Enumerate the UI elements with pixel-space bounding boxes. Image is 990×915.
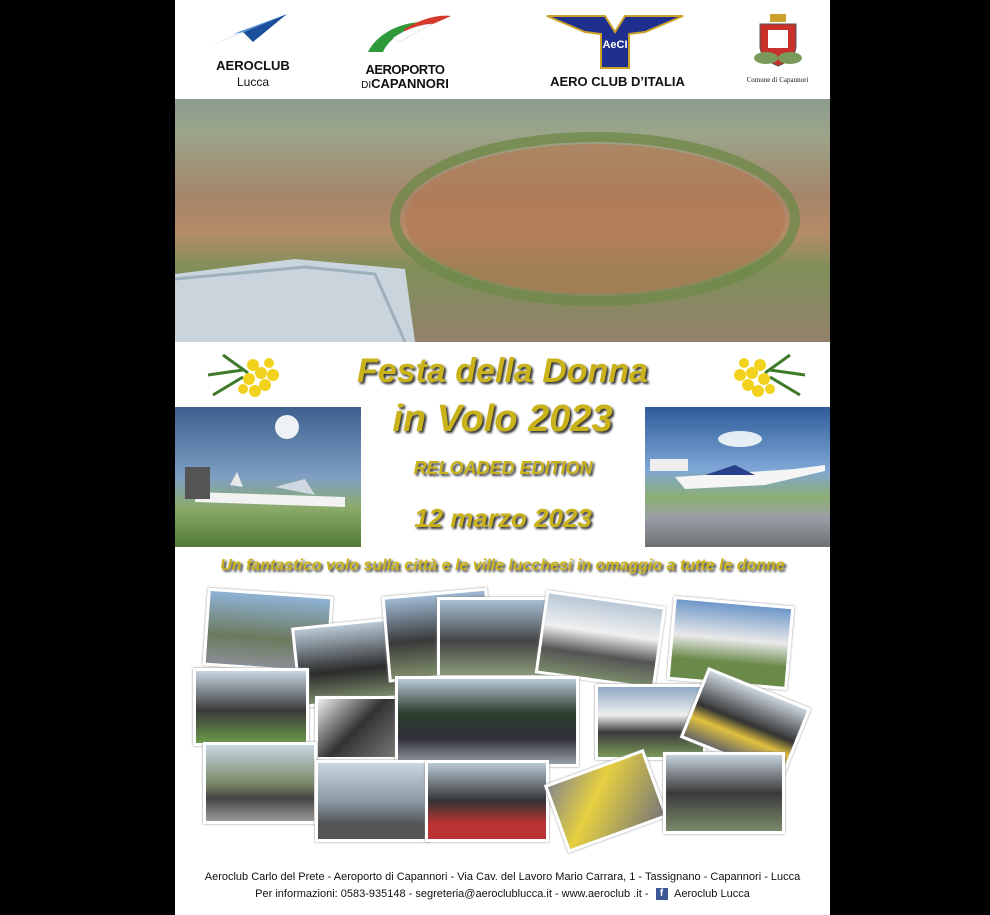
facebook-link[interactable]: Aeroclub Lucca <box>674 888 750 900</box>
collage-photo <box>315 760 431 842</box>
aeroclub-lucca-line1: AEROCLUB <box>216 58 290 73</box>
facebook-icon[interactable]: f <box>656 888 668 900</box>
collage-photo <box>425 760 549 842</box>
aeci-logo <box>530 10 705 90</box>
collage-photo <box>315 696 399 760</box>
aeroporto-capannori-logo <box>345 10 465 90</box>
comune-caption: Comune di Capannori <box>746 76 809 84</box>
aeroclub-arrow-icon <box>203 12 293 52</box>
event-tagline: Un fantastico volo sulla città e le ville lucchesi in omaggio a tutte le donne <box>220 557 785 574</box>
event-title-line1: Festa della Donna <box>357 352 648 390</box>
aeroporto-line2-main: CAPANNORI <box>371 76 449 91</box>
footer-contacts <box>175 888 830 900</box>
footer-address: Aeroclub Carlo del Prete - Aeroporto di Capannori - Via Cav. del Lavoro Mario Carrara, 1 - Tassignano - Capannori - Lucca <box>204 871 801 883</box>
aeci-emblem-text: AeCI <box>602 39 628 51</box>
edition-label: RELOADED EDITION <box>413 458 593 478</box>
coat-of-arms-icon <box>748 12 808 72</box>
aeci-caption: AERO CLUB D’ITALIA <box>550 74 685 89</box>
aeroporto-line2-prefix: DI <box>361 80 372 91</box>
comune-capannori-logo <box>740 12 815 92</box>
collage-photo <box>203 742 317 824</box>
aeroporto-line2 <box>345 76 465 91</box>
aerial-city-photo <box>175 99 830 342</box>
aeroclub-lucca-line2: Lucca <box>236 75 270 89</box>
poster <box>175 0 830 915</box>
aeroporto-line1: AEROPORTO <box>365 62 445 77</box>
aeroporto-swoosh-icon <box>363 12 453 57</box>
event-title-line2: in Volo 2023 <box>392 398 613 440</box>
right-plane-photo <box>645 407 830 547</box>
aeci-eagle-icon <box>545 12 685 72</box>
collage-photo <box>663 752 785 834</box>
event-date: 12 marzo 2023 <box>414 503 592 533</box>
collage-photo <box>193 668 309 746</box>
left-plane-photo <box>175 407 361 547</box>
collage-photo <box>535 590 667 690</box>
footer-contacts-text: Per informazioni: 0583-935148 - segreteria@aeroclublucca.it - www.aeroclub .it - <box>255 888 649 900</box>
aeroclub-lucca-logo <box>193 10 313 90</box>
collage-photo <box>395 676 579 767</box>
